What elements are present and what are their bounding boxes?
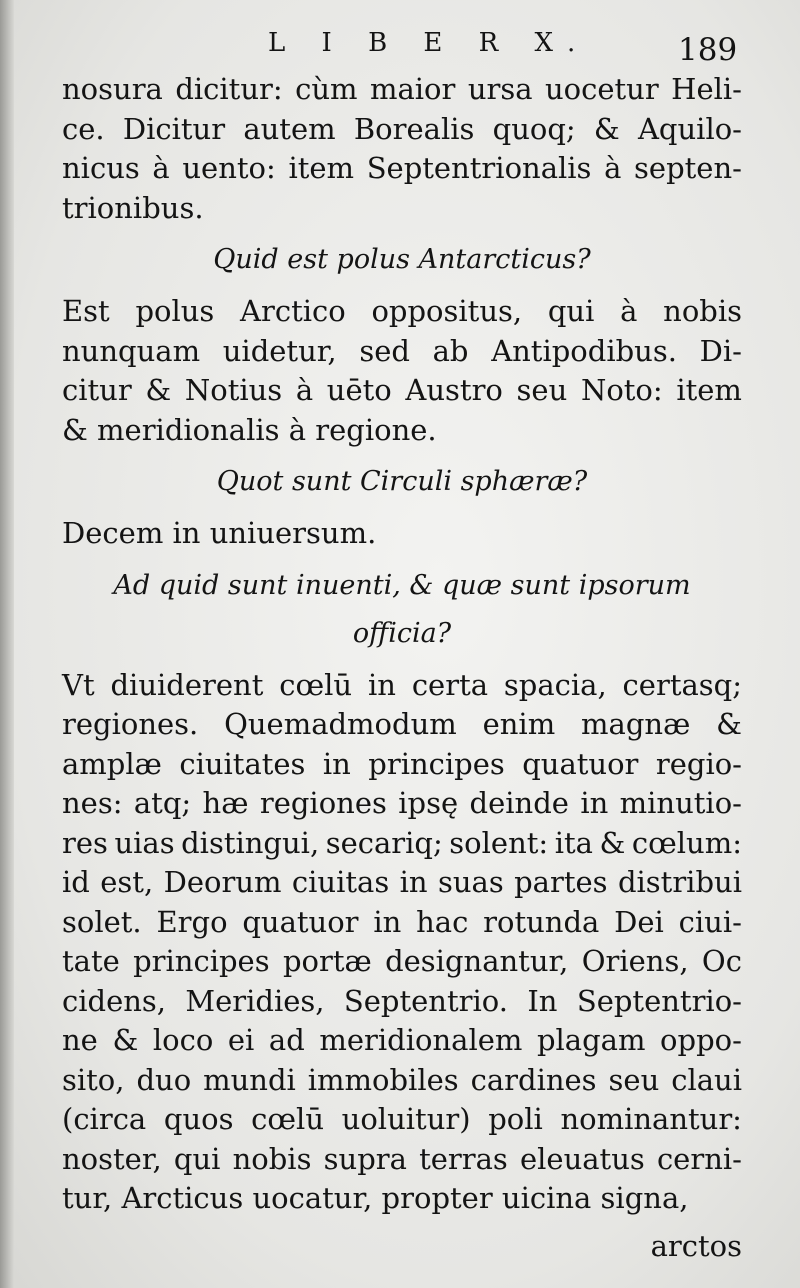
text-line: sito, duo mundi immobiles cardines seu claui <box>62 1062 742 1097</box>
paragraph <box>62 514 742 554</box>
text-line: res uias distingui, secariq; solent: ita & cœlum: <box>62 825 742 860</box>
text-line: & meridionalis à regione. <box>62 412 437 447</box>
heading-line: Quot sunt Circuli sphæræ? <box>216 466 588 497</box>
page-gutter-shadow <box>0 0 14 1288</box>
text-line: Decem in uniuersum. <box>62 516 377 550</box>
text-line: nicus à uento: item Septentrionalis à septen- <box>62 151 742 185</box>
heading-line: Quid est polus Antarcticus? <box>213 244 591 275</box>
text-line: (circa quos cœlū uoluitur) poli nominantur: <box>62 1102 742 1136</box>
text-line: regiones. Quemadmodum enim magnæ & <box>62 707 742 741</box>
text-line: ne & loco ei ad meridionalem plagam oppo- <box>62 1023 742 1057</box>
text-line: nes: atq; hæ regiones ipsę deinde in minutio- <box>62 786 742 820</box>
text-line: arctos <box>650 1228 742 1263</box>
running-head: L I B E R X. <box>268 28 590 58</box>
text-line: id est, Deorum ciuitas in suas partes distribui <box>62 865 742 899</box>
heading-line: officia? <box>352 617 452 649</box>
text-body <box>62 70 742 1274</box>
text-line: nunquam uidetur, sed ab Antipodibus. Di- <box>62 333 742 368</box>
text-line: amplæ ciuitates in principes quatuor regio- <box>62 746 742 781</box>
question-heading <box>62 562 742 658</box>
paragraph <box>62 70 742 228</box>
text-line: Vt diuiderent cœlū in certa spacia, certasq; <box>62 667 742 702</box>
catchword <box>62 1227 742 1267</box>
text-line: ce. Dicitur autem Borealis quoq; & Aquilo- <box>62 111 742 146</box>
text-line: nosura dicitur: cùm maior ursa uocetur Heli- <box>62 72 742 106</box>
text-line: tate principes portæ designantur, Oriens, Oc <box>62 944 742 978</box>
text-line: trionibus. <box>62 190 204 225</box>
question-heading <box>62 458 742 506</box>
text-line: tur, Arcticus uocatur, propter uicina signa, <box>62 1181 689 1215</box>
paragraph <box>62 666 742 1219</box>
text-line: Est polus Arctico oppositus, qui à nobis <box>62 294 742 328</box>
text-line: cidens, Meridies, Septentrio. In Septentrio- <box>62 983 742 1018</box>
text-line: solet. Ergo quatuor in hac rotunda Dei ciui- <box>62 904 742 939</box>
text-line: noster, qui nobis supra terras eleuatus cerni- <box>62 1141 742 1176</box>
page-number: 189 <box>678 32 738 68</box>
page-header <box>0 22 800 72</box>
text-line: citur & Notius à uēto Austro seu Noto: item <box>62 373 742 407</box>
heading-line: Ad quid sunt inuenti, & quæ sunt ipsorum <box>113 569 691 601</box>
question-heading <box>62 236 742 284</box>
paragraph <box>62 292 742 450</box>
